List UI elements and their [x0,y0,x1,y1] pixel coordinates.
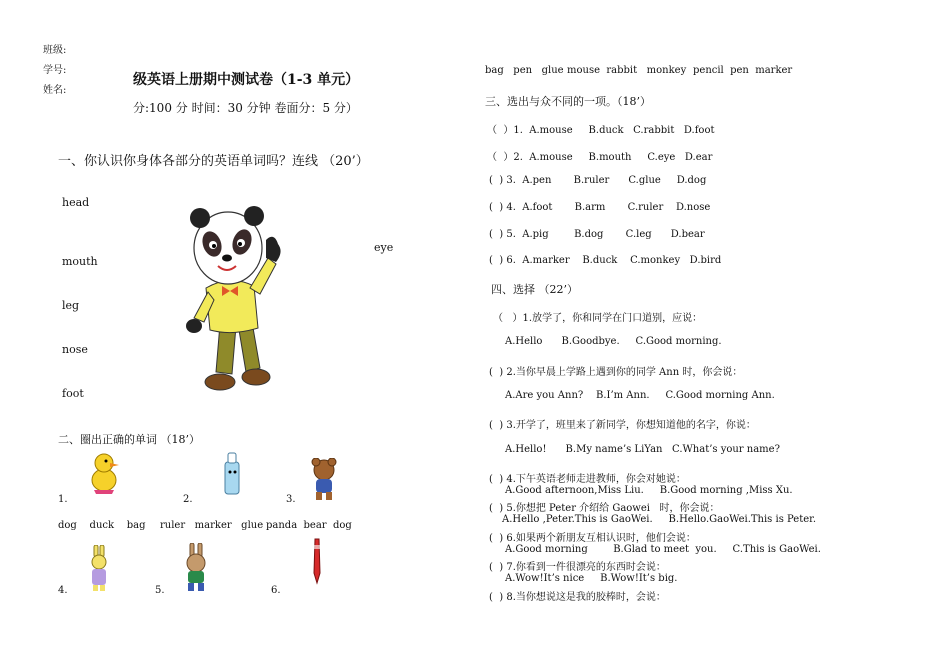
q2-number-3: 3. [286,494,296,505]
q4-question-5: ( ) 5.你想把 Peter 介绍给 Gaowei 时，你会说： [489,503,720,514]
section3-heading: 三、选出与众不同的一项。（18’） [485,95,651,108]
q2-options-5[interactable]: mouse rabbit monkey [567,65,687,76]
class-label: 班级: [43,45,67,56]
section1-heading: 一、你认识你身体各部分的英语单词吗？连线 （20’） [58,154,369,169]
q4-options-1[interactable]: A.Hello B.Goodbye. C.Good morning. [505,336,722,347]
exam-meta: 分:100 分 时间：30 分钟 卷面分：5 分） [133,101,358,115]
section2-heading: 二、圈出正确的单词 （18’） [58,433,200,446]
q3-item-3[interactable]: ( ) 3. A.pen B.ruler C.glue D.dog [489,175,707,186]
q2-options-4[interactable]: bag pen glue [485,65,564,76]
marker-picture-icon [308,537,326,587]
q3-item-1[interactable]: （ ）1. A.mouse B.duck C.rabbit D.foot [487,125,715,136]
q4-options-6[interactable]: A.Good morning B.Glad to meet you. C.This is GaoWei. [505,544,821,555]
q2-number-6: 6. [271,585,281,596]
q4-question-6: ( ) 6.如果两个新朋友互相认识时，他们会说： [489,533,696,544]
q4-options-3[interactable]: A.Hello! B.My name’s LiYan C.What’s your name? [505,444,780,455]
q2-options-2[interactable]: ruler marker glue [160,520,264,531]
section4-heading: 四、选择 （22’） [491,283,578,296]
word-head[interactable]: head [62,196,90,209]
q2-number-1: 1. [58,494,68,505]
name-label: 姓名: [43,85,67,96]
q3-item-4[interactable]: ( ) 4. A.foot B.arm C.ruler D.nose [489,202,711,213]
word-nose[interactable]: nose [62,343,88,356]
student-id-label: 学号: [43,65,67,76]
word-leg[interactable]: leg [62,299,80,312]
rabbit-picture-icon [88,545,110,593]
q2-number-4: 4. [58,585,68,596]
q3-item-6[interactable]: ( ) 6. A.marker B.duck C.monkey D.bird [489,255,722,266]
bear-picture-icon [308,458,340,502]
q3-item-2[interactable]: （ ）2. A.mouse B.mouth C.eye D.ear [487,152,713,163]
q4-question-3: ( ) 3.开学了，班里来了新同学，你想知道他的名字，你说： [489,420,756,431]
q4-question-1: （ ）1.放学了，你和同学在门口道别，应说： [493,313,703,324]
q4-options-5[interactable]: A.Hello ,Peter.This is GaoWei. B.Hello.GaoWei.This is Peter. [502,514,816,525]
q4-options-4[interactable]: A.Good afternoon,Miss Liu. B.Good morning ,Miss Xu. [505,485,793,496]
glue-picture-icon [220,450,244,498]
word-eye[interactable]: eye [374,241,394,254]
q2-number-2: 2. [183,494,193,505]
q4-question-8: ( ) 8.当你想说这是我的胶棒时，会说： [489,592,666,603]
q2-options-6[interactable]: pencil pen marker [693,65,793,76]
word-foot[interactable]: foot [62,387,84,400]
panda-illustration [180,196,285,398]
duck-picture-icon [86,450,122,496]
q3-item-5[interactable]: ( ) 5. A.pig B.dog C.leg D.bear [489,229,705,240]
monkey-picture-icon [180,543,214,593]
q4-question-4: ( ) 4.下午英语老师走进教师，你会对她说： [489,474,686,485]
q4-options-7[interactable]: A.Wow!It’s nice B.Wow!It’s big. [505,573,678,584]
q2-options-1[interactable]: dog duck bag [58,520,146,531]
word-mouth[interactable]: mouth [62,255,98,268]
q2-options-3[interactable]: panda bear dog [266,520,352,531]
page-title: 级英语上册期中测试卷（1-3 单元） [133,72,360,88]
q4-question-7: ( ) 7.你看到一件很漂亮的东西时会说： [489,562,666,573]
q4-options-2[interactable]: A.Are you Ann? B.I’m Ann. C.Good morning Ann. [505,390,775,401]
q4-question-2: ( ) 2.当你早晨上学路上遇到你的同学 Ann 时，你会说： [489,367,743,378]
q2-number-5: 5. [155,585,165,596]
